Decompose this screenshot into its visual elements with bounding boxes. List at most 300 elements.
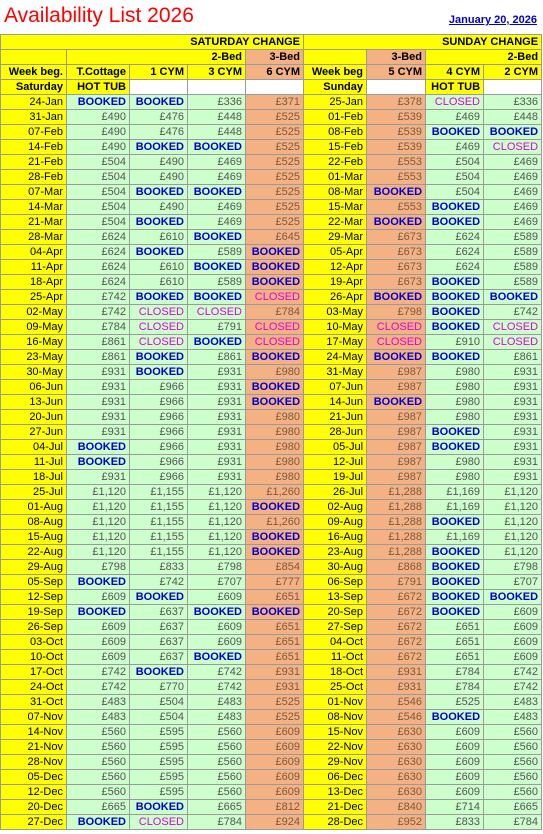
availability-cell[interactable]: £1,120 — [188, 485, 246, 500]
availability-cell[interactable]: £784 — [188, 815, 246, 830]
availability-cell[interactable]: £665 — [188, 800, 246, 815]
availability-cell[interactable]: BOOKED — [67, 575, 130, 590]
availability-cell[interactable]: £469 — [484, 200, 542, 215]
availability-cell[interactable]: BOOKED — [426, 440, 484, 455]
availability-cell[interactable]: £483 — [484, 710, 542, 725]
availability-cell[interactable]: BOOKED — [426, 575, 484, 590]
availability-cell[interactable]: BOOKED — [367, 215, 426, 230]
availability-cell[interactable]: £1,120 — [484, 530, 542, 545]
availability-cell[interactable]: £595 — [130, 725, 188, 740]
availability-cell[interactable]: CLOSED — [484, 320, 542, 335]
availability-cell[interactable]: £707 — [188, 575, 246, 590]
availability-cell[interactable]: £504 — [67, 155, 130, 170]
availability-cell[interactable]: £609 — [484, 650, 542, 665]
availability-cell[interactable]: £525 — [246, 185, 304, 200]
availability-cell[interactable]: CLOSED — [426, 95, 484, 110]
availability-cell[interactable]: £1,120 — [484, 500, 542, 515]
availability-cell[interactable]: £609 — [246, 725, 304, 740]
availability-cell[interactable]: BOOKED — [426, 545, 484, 560]
availability-cell[interactable]: £931 — [484, 395, 542, 410]
availability-cell[interactable]: £1,169 — [426, 485, 484, 500]
availability-cell[interactable]: £672 — [367, 620, 426, 635]
availability-cell[interactable]: £560 — [67, 725, 130, 740]
availability-cell[interactable]: BOOKED — [188, 335, 246, 350]
availability-cell[interactable]: £589 — [188, 275, 246, 290]
availability-cell[interactable]: £595 — [130, 785, 188, 800]
availability-cell[interactable]: BOOKED — [67, 95, 130, 110]
availability-cell[interactable]: £1,288 — [367, 515, 426, 530]
availability-cell[interactable]: £609 — [484, 620, 542, 635]
availability-cell[interactable]: BOOKED — [246, 530, 304, 545]
availability-cell[interactable]: £1,288 — [367, 545, 426, 560]
availability-cell[interactable]: £966 — [130, 425, 188, 440]
availability-cell[interactable]: £609 — [67, 650, 130, 665]
availability-cell[interactable]: £1,120 — [188, 515, 246, 530]
availability-cell[interactable]: £525 — [246, 215, 304, 230]
availability-cell[interactable]: £630 — [367, 785, 426, 800]
availability-cell[interactable]: £609 — [67, 635, 130, 650]
availability-cell[interactable]: £504 — [426, 170, 484, 185]
availability-cell[interactable]: £966 — [130, 410, 188, 425]
availability-cell[interactable]: £595 — [130, 740, 188, 755]
availability-cell[interactable]: £1,120 — [67, 545, 130, 560]
availability-cell[interactable]: £798 — [484, 560, 542, 575]
availability-cell[interactable]: BOOKED — [426, 515, 484, 530]
availability-cell[interactable]: BOOKED — [67, 440, 130, 455]
availability-cell[interactable]: BOOKED — [484, 125, 542, 140]
availability-cell[interactable]: £525 — [246, 170, 304, 185]
availability-cell[interactable]: £504 — [67, 185, 130, 200]
availability-cell[interactable]: £539 — [367, 140, 426, 155]
availability-cell[interactable]: £1,120 — [484, 515, 542, 530]
availability-cell[interactable]: £630 — [367, 755, 426, 770]
availability-cell[interactable]: £609 — [426, 755, 484, 770]
availability-cell[interactable]: BOOKED — [426, 320, 484, 335]
availability-cell[interactable]: £673 — [367, 260, 426, 275]
availability-cell[interactable]: £707 — [484, 575, 542, 590]
availability-cell[interactable]: £609 — [426, 740, 484, 755]
availability-cell[interactable]: £609 — [426, 725, 484, 740]
availability-cell[interactable]: £742 — [188, 665, 246, 680]
availability-cell[interactable]: BOOKED — [246, 350, 304, 365]
availability-cell[interactable]: BOOKED — [426, 350, 484, 365]
availability-cell[interactable]: £504 — [426, 155, 484, 170]
availability-cell[interactable]: £672 — [367, 590, 426, 605]
availability-cell[interactable]: BOOKED — [130, 290, 188, 305]
availability-cell[interactable]: BOOKED — [188, 140, 246, 155]
availability-cell[interactable]: £742 — [67, 680, 130, 695]
availability-cell[interactable]: £525 — [426, 695, 484, 710]
availability-cell[interactable]: £931 — [67, 410, 130, 425]
availability-cell[interactable]: £980 — [426, 455, 484, 470]
availability-cell[interactable]: £630 — [367, 770, 426, 785]
availability-cell[interactable]: BOOKED — [426, 560, 484, 575]
availability-cell[interactable]: £371 — [246, 95, 304, 110]
availability-cell[interactable]: £589 — [484, 230, 542, 245]
availability-cell[interactable]: £609 — [246, 740, 304, 755]
availability-cell[interactable]: £931 — [188, 470, 246, 485]
availability-cell[interactable]: BOOKED — [246, 245, 304, 260]
availability-cell[interactable]: £525 — [246, 695, 304, 710]
availability-cell[interactable]: £609 — [246, 770, 304, 785]
availability-cell[interactable]: £1,155 — [130, 515, 188, 530]
availability-cell[interactable]: BOOKED — [367, 290, 426, 305]
availability-cell[interactable]: £448 — [188, 110, 246, 125]
availability-cell[interactable]: £469 — [484, 185, 542, 200]
availability-cell[interactable]: £931 — [367, 665, 426, 680]
availability-cell[interactable]: £624 — [426, 245, 484, 260]
availability-cell[interactable]: £589 — [188, 245, 246, 260]
availability-cell[interactable]: £980 — [426, 410, 484, 425]
availability-cell[interactable]: £624 — [67, 245, 130, 260]
availability-cell[interactable]: £931 — [246, 665, 304, 680]
availability-cell[interactable]: £931 — [484, 425, 542, 440]
availability-cell[interactable]: £784 — [67, 320, 130, 335]
availability-cell[interactable]: £609 — [426, 770, 484, 785]
availability-cell[interactable]: £833 — [426, 815, 484, 830]
availability-cell[interactable]: £931 — [67, 470, 130, 485]
availability-cell[interactable]: £980 — [426, 365, 484, 380]
availability-cell[interactable]: £931 — [246, 680, 304, 695]
availability-cell[interactable]: £560 — [484, 755, 542, 770]
availability-cell[interactable]: £833 — [130, 560, 188, 575]
availability-cell[interactable]: £1,169 — [426, 530, 484, 545]
availability-cell[interactable]: £560 — [484, 740, 542, 755]
availability-cell[interactable]: £861 — [67, 335, 130, 350]
availability-cell[interactable]: £630 — [367, 740, 426, 755]
availability-cell[interactable]: £966 — [130, 470, 188, 485]
availability-cell[interactable]: BOOKED — [246, 500, 304, 515]
availability-cell[interactable]: £469 — [188, 170, 246, 185]
availability-cell[interactable]: £665 — [67, 800, 130, 815]
availability-cell[interactable]: CLOSED — [188, 305, 246, 320]
availability-cell[interactable]: £609 — [67, 590, 130, 605]
availability-cell[interactable]: £777 — [246, 575, 304, 590]
availability-cell[interactable]: £1,169 — [426, 500, 484, 515]
availability-cell[interactable]: £1,120 — [67, 500, 130, 515]
availability-cell[interactable]: £483 — [188, 710, 246, 725]
availability-cell[interactable]: £742 — [67, 290, 130, 305]
availability-cell[interactable]: £546 — [367, 695, 426, 710]
availability-cell[interactable]: £504 — [67, 200, 130, 215]
availability-cell[interactable]: £1,120 — [188, 530, 246, 545]
availability-cell[interactable]: £931 — [484, 410, 542, 425]
availability-cell[interactable]: CLOSED — [130, 815, 188, 830]
availability-cell[interactable]: £448 — [484, 110, 542, 125]
availability-cell[interactable]: £742 — [484, 305, 542, 320]
availability-cell[interactable]: £987 — [367, 380, 426, 395]
availability-cell[interactable]: £742 — [484, 665, 542, 680]
availability-cell[interactable]: £1,260 — [246, 485, 304, 500]
availability-cell[interactable]: £966 — [130, 455, 188, 470]
availability-cell[interactable]: £742 — [67, 305, 130, 320]
availability-cell[interactable]: BOOKED — [426, 305, 484, 320]
availability-cell[interactable]: £504 — [426, 185, 484, 200]
availability-cell[interactable]: £931 — [188, 380, 246, 395]
availability-cell[interactable]: £931 — [484, 470, 542, 485]
availability-cell[interactable]: £589 — [484, 260, 542, 275]
availability-cell[interactable]: £504 — [67, 170, 130, 185]
availability-cell[interactable]: £560 — [188, 785, 246, 800]
availability-cell[interactable]: £490 — [130, 200, 188, 215]
availability-cell[interactable]: £784 — [246, 305, 304, 320]
availability-cell[interactable]: BOOKED — [246, 275, 304, 290]
availability-cell[interactable]: £609 — [484, 605, 542, 620]
availability-cell[interactable]: £483 — [67, 710, 130, 725]
availability-cell[interactable]: BOOKED — [246, 545, 304, 560]
availability-cell[interactable]: £610 — [130, 260, 188, 275]
availability-cell[interactable]: £595 — [130, 755, 188, 770]
availability-cell[interactable]: £672 — [367, 650, 426, 665]
availability-cell[interactable]: £378 — [367, 95, 426, 110]
availability-cell[interactable]: £980 — [426, 380, 484, 395]
availability-cell[interactable]: £1,120 — [67, 530, 130, 545]
availability-cell[interactable]: BOOKED — [426, 590, 484, 605]
availability-cell[interactable]: £714 — [426, 800, 484, 815]
availability-cell[interactable]: £630 — [367, 725, 426, 740]
availability-cell[interactable]: £742 — [484, 680, 542, 695]
availability-cell[interactable]: £952 — [367, 815, 426, 830]
availability-cell[interactable]: BOOKED — [188, 605, 246, 620]
availability-cell[interactable]: £560 — [484, 725, 542, 740]
availability-cell[interactable]: BOOKED — [426, 605, 484, 620]
availability-cell[interactable]: £609 — [188, 620, 246, 635]
availability-cell[interactable]: £966 — [130, 395, 188, 410]
availability-cell[interactable]: £1,120 — [67, 515, 130, 530]
availability-cell[interactable]: £673 — [367, 245, 426, 260]
availability-cell[interactable]: £1,120 — [67, 485, 130, 500]
availability-cell[interactable]: £624 — [426, 260, 484, 275]
availability-cell[interactable]: BOOKED — [367, 185, 426, 200]
availability-cell[interactable]: £931 — [484, 365, 542, 380]
availability-cell[interactable]: £931 — [67, 365, 130, 380]
availability-cell[interactable]: £784 — [426, 680, 484, 695]
availability-cell[interactable]: £742 — [67, 665, 130, 680]
availability-cell[interactable]: £448 — [188, 125, 246, 140]
availability-cell[interactable]: £980 — [246, 470, 304, 485]
availability-cell[interactable]: £1,155 — [130, 500, 188, 515]
availability-cell[interactable]: BOOKED — [246, 605, 304, 620]
availability-cell[interactable]: £469 — [426, 110, 484, 125]
availability-cell[interactable]: £525 — [246, 110, 304, 125]
availability-cell[interactable]: BOOKED — [130, 215, 188, 230]
availability-cell[interactable]: £798 — [67, 560, 130, 575]
availability-cell[interactable]: BOOKED — [246, 380, 304, 395]
availability-cell[interactable]: £525 — [246, 125, 304, 140]
availability-cell[interactable]: £525 — [246, 710, 304, 725]
availability-cell[interactable]: CLOSED — [130, 320, 188, 335]
availability-cell[interactable]: £539 — [367, 125, 426, 140]
availability-cell[interactable]: BOOKED — [188, 290, 246, 305]
availability-cell[interactable]: CLOSED — [484, 140, 542, 155]
availability-cell[interactable]: £609 — [426, 785, 484, 800]
availability-cell[interactable]: £525 — [246, 155, 304, 170]
availability-cell[interactable]: £560 — [188, 740, 246, 755]
availability-cell[interactable]: £651 — [426, 650, 484, 665]
availability-cell[interactable]: BOOKED — [426, 275, 484, 290]
availability-cell[interactable]: £931 — [67, 380, 130, 395]
availability-cell[interactable]: £931 — [188, 425, 246, 440]
availability-cell[interactable]: £504 — [130, 695, 188, 710]
availability-cell[interactable]: £987 — [367, 425, 426, 440]
availability-cell[interactable]: £1,120 — [484, 545, 542, 560]
availability-cell[interactable]: £560 — [67, 740, 130, 755]
availability-cell[interactable]: £987 — [367, 410, 426, 425]
availability-cell[interactable]: £791 — [188, 320, 246, 335]
availability-cell[interactable]: £624 — [67, 230, 130, 245]
availability-cell[interactable]: £861 — [188, 350, 246, 365]
availability-cell[interactable]: £645 — [246, 230, 304, 245]
availability-cell[interactable]: BOOKED — [188, 185, 246, 200]
availability-cell[interactable]: £637 — [130, 650, 188, 665]
availability-cell[interactable]: £861 — [67, 350, 130, 365]
availability-cell[interactable]: £840 — [367, 800, 426, 815]
availability-cell[interactable]: £931 — [188, 410, 246, 425]
availability-cell[interactable]: £553 — [367, 170, 426, 185]
availability-cell[interactable]: £742 — [188, 680, 246, 695]
availability-cell[interactable]: £931 — [188, 365, 246, 380]
availability-cell[interactable]: £624 — [426, 230, 484, 245]
availability-cell[interactable]: £610 — [130, 275, 188, 290]
availability-cell[interactable]: £469 — [484, 215, 542, 230]
availability-cell[interactable]: £560 — [188, 725, 246, 740]
availability-cell[interactable]: £966 — [130, 440, 188, 455]
availability-cell[interactable]: £560 — [67, 785, 130, 800]
availability-cell[interactable]: BOOKED — [130, 590, 188, 605]
availability-cell[interactable]: £931 — [188, 455, 246, 470]
availability-cell[interactable]: £637 — [130, 635, 188, 650]
availability-cell[interactable]: BOOKED — [426, 215, 484, 230]
availability-cell[interactable]: £1,120 — [484, 485, 542, 500]
availability-cell[interactable]: £966 — [130, 380, 188, 395]
availability-cell[interactable]: BOOKED — [130, 245, 188, 260]
availability-cell[interactable]: £651 — [246, 620, 304, 635]
availability-cell[interactable]: BOOKED — [130, 665, 188, 680]
availability-cell[interactable]: £609 — [67, 620, 130, 635]
availability-cell[interactable]: £560 — [67, 770, 130, 785]
availability-cell[interactable]: CLOSED — [246, 290, 304, 305]
availability-cell[interactable]: £931 — [484, 380, 542, 395]
availability-cell[interactable]: £525 — [246, 140, 304, 155]
availability-cell[interactable]: BOOKED — [130, 95, 188, 110]
availability-cell[interactable]: £980 — [246, 455, 304, 470]
availability-cell[interactable]: £469 — [484, 170, 542, 185]
availability-cell[interactable]: BOOKED — [426, 125, 484, 140]
availability-cell[interactable]: £651 — [426, 635, 484, 650]
availability-cell[interactable]: £1,155 — [130, 530, 188, 545]
availability-cell[interactable]: £609 — [188, 635, 246, 650]
availability-cell[interactable]: £910 — [426, 335, 484, 350]
availability-cell[interactable]: £624 — [67, 275, 130, 290]
availability-cell[interactable]: £483 — [484, 695, 542, 710]
availability-cell[interactable]: £624 — [67, 260, 130, 275]
availability-cell[interactable]: £336 — [484, 95, 542, 110]
availability-cell[interactable]: CLOSED — [484, 335, 542, 350]
availability-cell[interactable]: £560 — [484, 785, 542, 800]
availability-cell[interactable]: £861 — [484, 350, 542, 365]
availability-cell[interactable]: £798 — [188, 560, 246, 575]
availability-cell[interactable]: £987 — [367, 440, 426, 455]
availability-cell[interactable]: £931 — [67, 395, 130, 410]
availability-cell[interactable]: £672 — [367, 605, 426, 620]
availability-cell[interactable]: £610 — [130, 230, 188, 245]
availability-cell[interactable]: £609 — [188, 590, 246, 605]
availability-cell[interactable]: £469 — [188, 200, 246, 215]
availability-cell[interactable]: £931 — [67, 425, 130, 440]
availability-cell[interactable]: £469 — [188, 215, 246, 230]
availability-cell[interactable]: £609 — [246, 785, 304, 800]
availability-cell[interactable]: £980 — [426, 395, 484, 410]
availability-cell[interactable]: £1,288 — [367, 530, 426, 545]
availability-cell[interactable]: £1,260 — [246, 515, 304, 530]
availability-cell[interactable]: £931 — [188, 395, 246, 410]
availability-cell[interactable]: £490 — [67, 125, 130, 140]
availability-cell[interactable]: £673 — [367, 275, 426, 290]
availability-cell[interactable]: £525 — [246, 200, 304, 215]
availability-cell[interactable]: £483 — [67, 695, 130, 710]
availability-cell[interactable]: BOOKED — [367, 395, 426, 410]
availability-cell[interactable]: £560 — [188, 770, 246, 785]
availability-cell[interactable]: CLOSED — [130, 335, 188, 350]
availability-cell[interactable]: BOOKED — [67, 605, 130, 620]
availability-cell[interactable]: £539 — [367, 110, 426, 125]
date-link[interactable]: January 20, 2026 — [448, 14, 537, 26]
availability-cell[interactable]: £673 — [367, 230, 426, 245]
availability-cell[interactable]: CLOSED — [130, 305, 188, 320]
availability-cell[interactable]: BOOKED — [246, 260, 304, 275]
availability-cell[interactable]: BOOKED — [426, 290, 484, 305]
availability-cell[interactable]: CLOSED — [246, 335, 304, 350]
availability-cell[interactable]: £931 — [484, 440, 542, 455]
availability-cell[interactable]: £490 — [67, 110, 130, 125]
availability-cell[interactable]: £931 — [484, 455, 542, 470]
availability-cell[interactable]: £812 — [246, 800, 304, 815]
availability-cell[interactable]: £504 — [67, 215, 130, 230]
availability-cell[interactable]: £665 — [484, 800, 542, 815]
availability-cell[interactable]: £560 — [67, 755, 130, 770]
availability-cell[interactable]: BOOKED — [246, 395, 304, 410]
availability-cell[interactable]: BOOKED — [484, 590, 542, 605]
availability-cell[interactable]: £589 — [484, 275, 542, 290]
availability-cell[interactable]: £595 — [130, 770, 188, 785]
availability-cell[interactable]: BOOKED — [484, 290, 542, 305]
availability-cell[interactable]: £504 — [130, 710, 188, 725]
availability-cell[interactable]: £980 — [246, 410, 304, 425]
availability-cell[interactable]: BOOKED — [426, 710, 484, 725]
availability-cell[interactable]: CLOSED — [367, 320, 426, 335]
availability-cell[interactable]: £483 — [188, 695, 246, 710]
availability-cell[interactable]: £672 — [367, 635, 426, 650]
availability-cell[interactable]: £770 — [130, 680, 188, 695]
availability-cell[interactable]: £490 — [67, 140, 130, 155]
availability-cell[interactable]: £1,288 — [367, 485, 426, 500]
availability-cell[interactable]: BOOKED — [67, 455, 130, 470]
availability-cell[interactable]: £931 — [188, 440, 246, 455]
availability-cell[interactable]: £560 — [484, 770, 542, 785]
availability-cell[interactable]: BOOKED — [130, 365, 188, 380]
availability-cell[interactable]: £987 — [367, 470, 426, 485]
availability-cell[interactable]: £490 — [130, 170, 188, 185]
availability-cell[interactable]: £553 — [367, 200, 426, 215]
availability-cell[interactable]: £651 — [246, 590, 304, 605]
availability-cell[interactable]: BOOKED — [130, 140, 188, 155]
availability-cell[interactable]: £1,288 — [367, 500, 426, 515]
availability-cell[interactable]: £987 — [367, 455, 426, 470]
availability-cell[interactable]: £980 — [246, 425, 304, 440]
availability-cell[interactable]: £980 — [246, 440, 304, 455]
availability-cell[interactable]: BOOKED — [426, 425, 484, 440]
availability-cell[interactable]: £1,120 — [188, 545, 246, 560]
